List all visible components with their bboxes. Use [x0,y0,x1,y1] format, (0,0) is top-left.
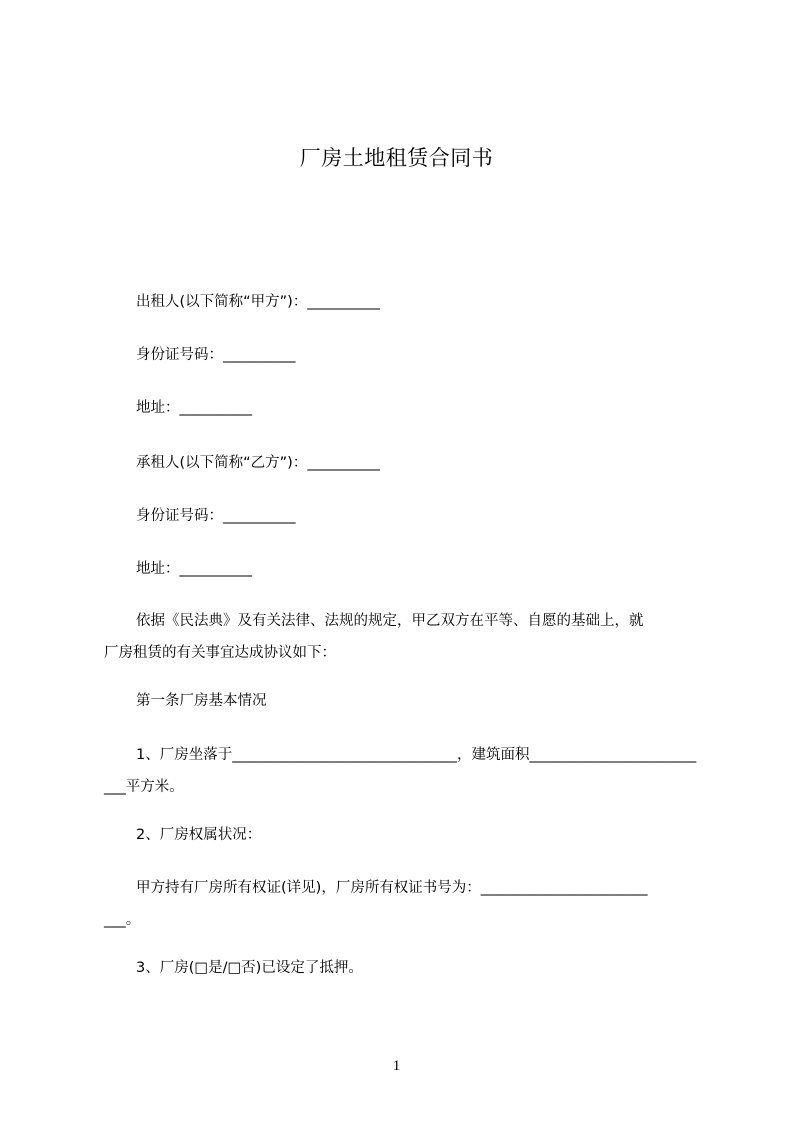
item-3-text: 3、厂房(□是/□否)已设定了抵押。 [136,960,363,976]
item-1-line-1: 1、厂房坐落于_______________________________，建筑面积_______________________ [136,747,697,763]
page-number: 1 [392,1058,401,1074]
article-1-heading: 第一条厂房基本情况 [136,693,267,709]
item-1-paragraph [104,745,704,797]
item-2-heading: 2、厂房权属状况： [136,827,262,843]
lessee-id-field: 身份证号码：__________ [136,508,296,524]
lessor-address-field: 地址：__________ [136,400,252,416]
lessee-address-field: 地址：__________ [136,561,252,577]
item-2-paragraph [104,878,704,930]
lessor-name-field: 出租人(以下简称“甲方”)：__________ [136,294,380,310]
lessor-id-field: 身份证号码：__________ [136,347,296,363]
lessee-name-field: 承租人(以下简称“乙方”)：__________ [136,455,380,471]
preamble-line-1: 依据《民法典》及有关法律、法规的规定，甲乙双方在平等、自愿的基础上，就 [136,613,644,629]
preamble-line-2: 厂房租赁的有关事宜达成协议如下： [104,645,336,661]
item-2-line-2: ___。 [104,912,141,928]
document-title: 厂房土地租赁合同书 [299,146,494,170]
item-1-line-2: ___平方米。 [104,779,184,795]
preamble-paragraph [104,611,704,663]
item-2-line-1: 甲方持有厂房所有权证(详见)，厂房所有权证书号为：_______________________ [136,880,648,896]
